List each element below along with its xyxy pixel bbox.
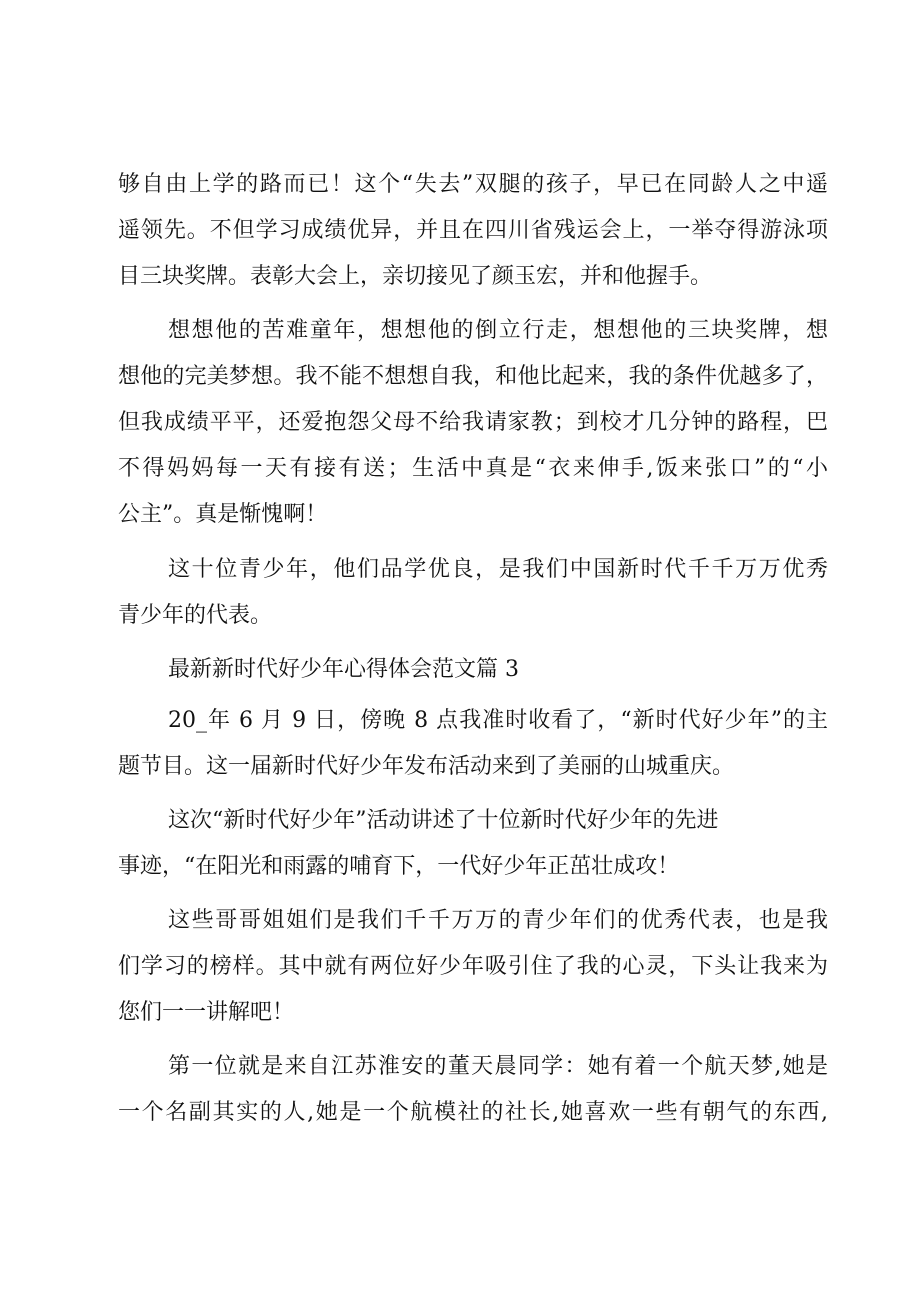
paragraph-2-line-2: 想他的完美梦想。我不能不想想自我，和他比起来，我的条件优越多了， xyxy=(118,364,828,389)
paragraph-5-line-2: 事迹，“在阳光和雨露的哺育下，一代好少年正茁壮成攻！ xyxy=(118,854,680,879)
paragraph-7-line-2: 一个名副其实的人,她是一个航模社的社长,她喜欢一些有朝气的东西, xyxy=(118,1100,828,1125)
paragraph-1-line-3: 目三块奖牌。表彰大会上，亲切接见了颜玉宏，并和他握手。 xyxy=(118,264,713,289)
paragraph-4-line-1: 20_年 6 月 9 日，傍晚 8 点我准时收看了，“新时代好少年”的主 xyxy=(168,708,828,733)
paragraph-7-line-1: 第一位就是来自江苏淮安的董天晨同学：她有着一个航天梦,她是 xyxy=(168,1054,828,1079)
paragraph-2-line-4: 不得妈妈每一天有接有送；生活中真是“衣来伸手,饭来张口”的“小 xyxy=(118,456,828,481)
paragraph-3-line-1: 这十位青少年，他们品学优良，是我们中国新时代千千万万优秀 xyxy=(168,557,828,582)
paragraph-2-line-5: 公主”。真是惭愧啊！ xyxy=(118,502,328,527)
paragraph-3-line-2: 青少年的代表。 xyxy=(118,603,273,628)
paragraph-6-line-3: 您们一一讲解吧！ xyxy=(118,1000,295,1025)
paragraph-2-line-1: 想想他的苦难童年，想想他的倒立行走，想想他的三块奖牌，想 xyxy=(168,318,828,343)
section-heading: 最新新时代好少年心得体会范文篇 3 xyxy=(168,657,519,682)
paragraph-6-line-1: 这些哥哥姐姐们是我们千千万万的青少年们的优秀代表，也是我 xyxy=(168,908,828,933)
paragraph-1-line-2: 遥领先。不但学习成绩优异，并且在四川省残运会上，一举夺得游泳项 xyxy=(118,218,828,243)
paragraph-4-line-2: 题节目。这一届新时代好少年发布活动来到了美丽的山城重庆。 xyxy=(118,754,735,779)
paragraph-5-line-1: 这次“新时代好少年”活动讲述了十位新时代好少年的先进 xyxy=(168,808,719,833)
paragraph-6-line-2: 们学习的榜样。其中就有两位好少年吸引住了我的心灵，下头让我来为 xyxy=(118,954,828,979)
paragraph-2-line-3: 但我成绩平平，还爱抱怨父母不给我请家教；到校才几分钟的路程，巴 xyxy=(118,410,828,435)
paragraph-1-line-1: 够自由上学的路而已！这个“失去”双腿的孩子，早已在同龄人之中遥 xyxy=(118,172,828,197)
